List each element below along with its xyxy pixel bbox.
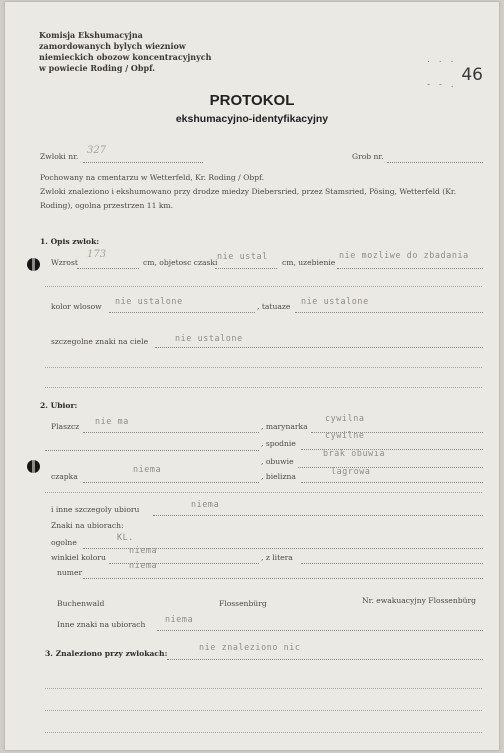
triangle-color-value: niema <box>129 545 158 555</box>
section-2-title: 2. Ubior: <box>40 401 78 410</box>
letter-label: , z litera <box>261 553 293 562</box>
punch-hole <box>27 258 40 271</box>
section-3-title: 3. Znaleziono przy zwlokach: <box>45 649 168 658</box>
tattoo-label: , tatuaze <box>257 302 291 311</box>
page-number: 46 <box>461 65 483 85</box>
grave-number-label: Grob nr. <box>352 152 384 161</box>
shoes-label: , obuwie <box>261 457 294 466</box>
header-line-2: zamordowanych bylych wiezniow <box>39 41 186 51</box>
body-marks-value: nie ustalone <box>175 333 243 343</box>
trousers-label: , spodnie <box>261 439 296 448</box>
punch-hole <box>27 460 40 473</box>
general-marks-label: ogolne <box>51 538 77 547</box>
trousers-value: cywilne <box>325 430 365 440</box>
underwear-value: lagrowa <box>331 466 371 476</box>
cm-skull-label: cm, objetosc czaski <box>143 258 218 267</box>
jacket-label: , marynarka <box>261 422 308 431</box>
other-clothing-value: niema <box>191 499 220 509</box>
number-label: numer <box>57 568 83 577</box>
document-title: PROTOKOL <box>209 92 295 109</box>
jacket-value: cywilna <box>325 413 365 423</box>
coat-label: Plaszcz <box>51 422 80 431</box>
cap-value: niema <box>133 464 162 474</box>
body-marks-label: szczegolne znaki na ciele <box>51 337 149 346</box>
evacuation-number-label: Nr. ewakuacyjny Flossenbürg <box>362 596 476 605</box>
header-line-1: Komisja Ekshumacyjna <box>39 30 143 40</box>
other-clothing-marks-value: niema <box>165 614 194 624</box>
header-line-3: niemieckich obozow koncentracyjnych <box>39 52 212 62</box>
section-1-title: 1. Opis zwlok: <box>40 237 100 246</box>
corpse-number-value: 327 <box>87 145 107 156</box>
height-value: 173 <box>87 249 107 260</box>
found-items-value: nie znaleziono nic <box>199 642 301 652</box>
triangle-color-label: winkiel koloru <box>51 553 106 562</box>
document-subtitle: ekshumacyjno-identyfikacyjny <box>175 113 329 125</box>
pencil-marks-2: - - . <box>427 80 457 90</box>
commission-header <box>39 30 211 74</box>
number-value: niema <box>129 560 158 570</box>
hair-color-value: nie ustalone <box>115 296 183 306</box>
shoes-value: brak obuwia <box>323 448 386 458</box>
corpse-number-label: Zwloki nr. <box>40 152 79 161</box>
skull-value: nie ustal <box>217 251 268 261</box>
clothing-marks-title: Znaki na ubiorach: <box>51 521 124 530</box>
hair-color-label: kolor wlosow <box>51 302 102 311</box>
height-label: Wzrost <box>51 258 78 267</box>
camp-flossenburg: Flossenbürg <box>219 599 267 608</box>
other-clothing-label: i inne szczegoly ubioru <box>51 505 140 514</box>
cm-teeth-label: cm, uzebienie <box>282 258 336 267</box>
camp-buchenwald: Buchenwald <box>57 599 105 608</box>
document-page <box>5 2 499 750</box>
header-line-4: w powiecie Roding / Obpf. <box>39 63 156 73</box>
found-text-line-1: Zwloki znaleziono i ekshumowano przy drodze miedzy Diebersried, przez Stamsried, Pösing, Wetterfeld (Kr. <box>40 187 457 196</box>
found-text-line-2: Roding), ogolna przestrzen 11 km. <box>40 201 174 210</box>
teeth-value: nie mozliwe do zbadania <box>339 250 469 260</box>
general-marks-value: KL. <box>117 532 134 542</box>
cap-label: czapka <box>51 472 78 481</box>
pencil-marks: . . . <box>427 55 457 65</box>
underwear-label: , bielizna <box>261 472 296 481</box>
tattoo-value: nie ustalone <box>301 296 369 306</box>
other-clothing-marks-label: Inne znaki na ubiorach <box>57 620 146 629</box>
coat-value: nie ma <box>95 416 129 426</box>
burial-text: Pochowany na cmentarzu w Wetterfeld, Kr. Roding / Obpf. <box>40 173 265 182</box>
